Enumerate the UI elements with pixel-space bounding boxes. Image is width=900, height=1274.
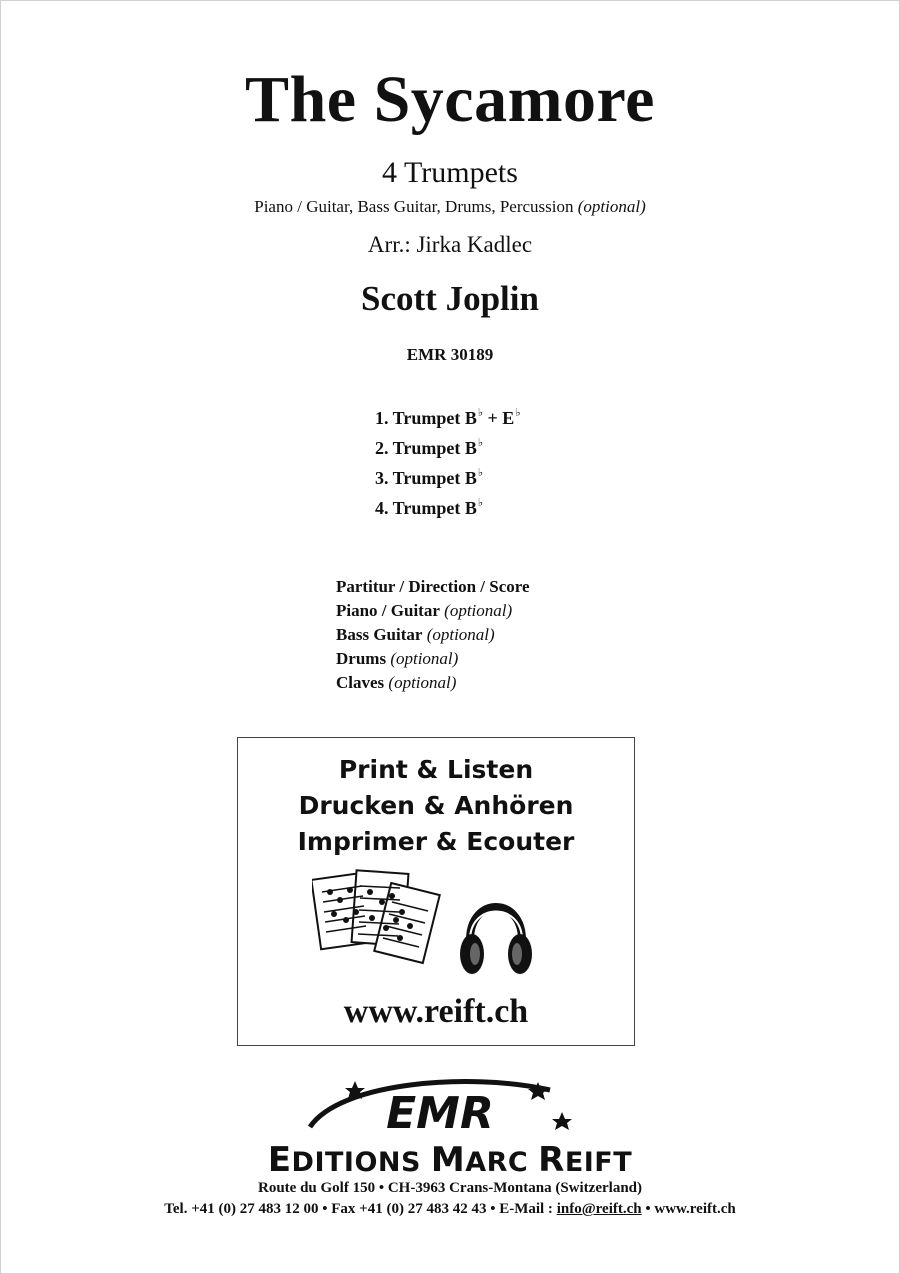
optional-instruments-text: Piano / Guitar, Bass Guitar, Drums, Percussion: [254, 197, 574, 216]
publisher-contact: [0, 1201, 900, 1218]
flat-symbol: ♭: [477, 466, 484, 479]
optional-note: (optional): [577, 197, 646, 216]
composer: Scott Joplin: [361, 279, 539, 318]
page-title: The Sycamore: [245, 63, 655, 136]
part-label: 1. Trumpet B: [375, 408, 477, 428]
contact-website: • www.reift.ch: [641, 1201, 736, 1217]
promo-line-fr: Imprimer & Ecouter: [297, 827, 575, 856]
promo-url[interactable]: www.reift.ch: [343, 993, 529, 1030]
instrumentation: 4 Trumpets: [382, 156, 518, 189]
publisher-address: Route du Golf 150 • CH-3963 Crans-Montana (Switzerland): [258, 1180, 642, 1196]
parts-list: [375, 398, 521, 518]
score-item-note: (optional): [390, 649, 459, 668]
score-item-name: Claves: [336, 673, 385, 692]
publisher-word: ARC: [465, 1147, 539, 1178]
email-link[interactable]: info@reift.ch: [556, 1201, 642, 1217]
score-item: [336, 623, 530, 647]
part-label: 2. Trumpet B: [375, 438, 477, 458]
publisher-word: EIFT: [564, 1147, 633, 1178]
part-label: 3. Trumpet B: [375, 468, 477, 488]
star-icon: [552, 1112, 572, 1130]
part-item: [375, 458, 521, 488]
contact-phone-fax: Tel. +41 (0) 27 483 12 00 • Fax +41 (0) 27 483 42 43 • E-Mail :: [164, 1201, 557, 1217]
logo-text: EMR: [386, 1088, 494, 1139]
sheet-music-icon: [312, 870, 440, 963]
emr-logo: [300, 1072, 600, 1142]
score-item: [336, 599, 530, 623]
flat-symbol: ♭: [477, 496, 484, 509]
promo-illustration: [312, 868, 562, 983]
flat-symbol: ♭: [477, 406, 484, 419]
part-item: [375, 428, 521, 458]
headphones-icon: [460, 907, 532, 974]
score-item-name: Bass Guitar: [336, 625, 423, 644]
score-item-name: Drums: [336, 649, 387, 668]
part-item: [375, 398, 521, 428]
score-item-note: (optional): [444, 601, 513, 620]
score-item: [336, 575, 530, 599]
score-item-note: (optional): [426, 625, 495, 644]
score-item-name: Partitur / Direction / Score: [336, 577, 530, 596]
flat-symbol: ♭: [477, 436, 484, 449]
publisher-name: [0, 1140, 900, 1180]
score-item: [336, 671, 530, 695]
publisher-initial: R: [538, 1140, 565, 1180]
part-suffix: + E: [483, 408, 515, 428]
score-list: [336, 575, 530, 695]
part-item: [375, 488, 521, 518]
promo-line-de: Drucken & Anhören: [298, 791, 574, 820]
print-listen-box: [237, 737, 635, 1046]
arranger: Arr.: Jirka Kadlec: [367, 232, 533, 257]
promo-line-en: Print & Listen: [338, 755, 534, 784]
score-item-note: (optional): [388, 673, 457, 692]
score-item: [336, 647, 530, 671]
publisher-word: DITIONS: [291, 1147, 431, 1178]
catalog-number: EMR 30189: [406, 345, 494, 364]
score-item-name: Piano / Guitar: [336, 601, 440, 620]
optional-instruments: [0, 197, 900, 217]
flat-symbol: ♭: [515, 406, 521, 419]
publisher-initial: M: [430, 1140, 466, 1180]
publisher-initial: E: [267, 1140, 292, 1180]
part-label: 4. Trumpet B: [375, 498, 477, 518]
